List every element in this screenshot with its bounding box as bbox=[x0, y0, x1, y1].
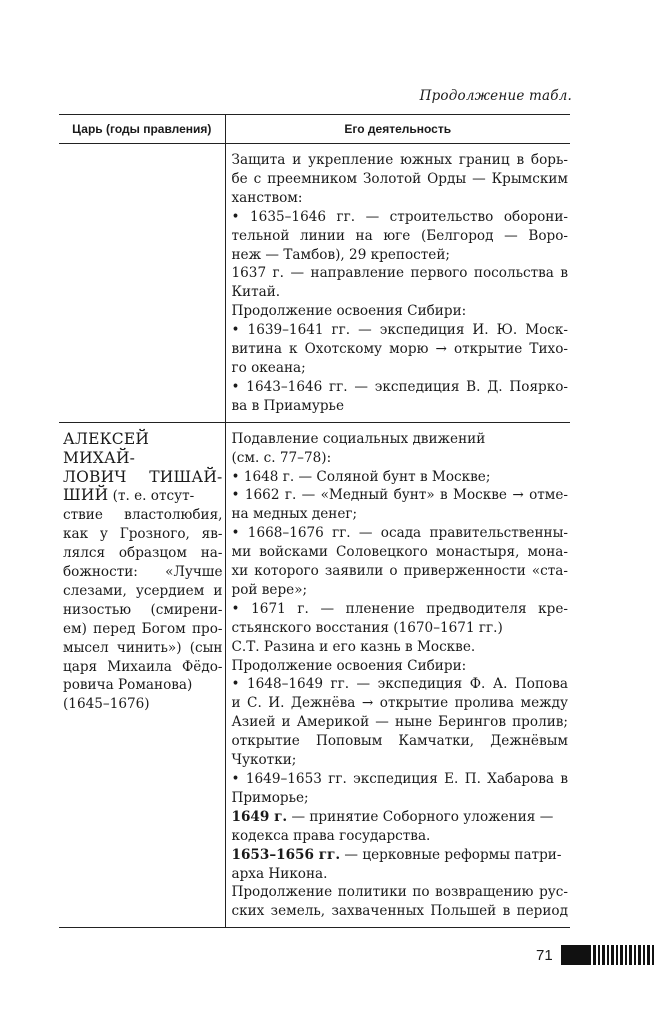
text-line: • 1643–1646 гг. — экспедиция В. Д. Поярко- bbox=[231, 378, 568, 395]
text-line: тельной линии на юге (Белгород — Воро- bbox=[231, 227, 568, 244]
decorative-barcode-strip bbox=[561, 945, 656, 965]
text-line: ми войсками Соловецкого монастыря, мона- bbox=[231, 544, 568, 561]
table-row bbox=[59, 422, 570, 928]
ruler-note: мысел чинить») (сын bbox=[63, 639, 223, 656]
text-line: ханством: bbox=[231, 189, 303, 206]
text-line: • 1635–1646 гг. — строительство оборони- bbox=[231, 208, 568, 225]
ruler-note: слезами, усердием и bbox=[63, 582, 223, 599]
text-line: • 1649–1653 гг. экспедиция Е. П. Хабарова в bbox=[231, 771, 568, 787]
ruler-reign-years: (1645–1676) bbox=[63, 696, 150, 713]
text-line: (см. с. 77–78): bbox=[231, 449, 332, 466]
text-line: стьянского восстания (1670–1671 гг.) bbox=[231, 619, 503, 636]
text-line: го океана; bbox=[231, 359, 306, 376]
ruler-note: ствие властолюбия, bbox=[63, 507, 223, 524]
text-line: Продолжение политики по возвращению рус- bbox=[231, 884, 568, 901]
text-line: открытие Поповым Камчатки, Дежнёвым bbox=[231, 733, 568, 750]
text-line: • 1648 г. — Соляной бунт в Москве; bbox=[231, 468, 491, 485]
text-line: • 1648–1649 гг. — экспедиция Ф. А. Попова bbox=[231, 676, 568, 693]
text-line: Защита и укрепление южных границ в борь- bbox=[231, 152, 568, 168]
text-line: неж — Тамбов), 29 крепостей; bbox=[231, 246, 450, 263]
text-line: витина к Охотскому морю → открытие Тихо- bbox=[231, 341, 568, 358]
table-row bbox=[59, 144, 570, 423]
text-line: хи которого заявили о приверженности «ста- bbox=[231, 563, 568, 580]
ruler-note: лялся образцом на- bbox=[63, 545, 223, 562]
text-line: ва в Приамурье bbox=[231, 397, 344, 414]
ruler-note: (т. е. отсут- bbox=[108, 488, 195, 505]
bold-date: 1653–1656 гг. bbox=[231, 846, 341, 863]
text-line: Продолжение освоения Сибири: bbox=[231, 657, 467, 674]
text-line: Подавление социальных движений bbox=[231, 430, 486, 447]
ruler-note: ем) перед Богом про- bbox=[63, 620, 223, 637]
text-line: на медных денег; bbox=[231, 506, 358, 523]
ruler-name-line: ШИЙ bbox=[63, 486, 109, 505]
text-line: рой вере»; bbox=[231, 581, 308, 598]
text-line: и С. И. Дежнёва → открытие пролива между bbox=[231, 695, 568, 712]
row2-activity-cell bbox=[225, 422, 570, 928]
text-line: бе с преемником Золотой Орды — Крымским bbox=[231, 170, 568, 187]
ruler-note: как у Грозного, яв- bbox=[63, 526, 223, 543]
text-line: С.Т. Разина и его казнь в Москве. bbox=[231, 638, 476, 655]
ruler-name-line: ЛОВИЧ ТИШАЙ- bbox=[63, 467, 223, 486]
row2-ruler-cell bbox=[59, 422, 225, 928]
text-line: арха Никона. bbox=[231, 865, 328, 882]
text-line: Китай. bbox=[231, 284, 281, 301]
text-fragment: — церковные реформы патри- bbox=[340, 846, 562, 863]
text-line: • 1671 г. — пленение предводителя кре- bbox=[231, 600, 568, 617]
text-line: ских земель, захваченных Польшей в период bbox=[231, 903, 568, 920]
text-line: Азией и Америкой — ныне Берингов пролив; bbox=[231, 714, 568, 731]
text-line: Чукотки; bbox=[231, 752, 297, 769]
ruler-name-line: АЛЕКСЕЙ МИХАЙ- bbox=[63, 429, 150, 467]
text-line: • 1639–1641 гг. — экспедиция И. Ю. Моск- bbox=[231, 322, 568, 339]
bold-date: 1649 г. bbox=[231, 808, 288, 825]
row1-activity-cell bbox=[225, 144, 570, 423]
ruler-note: низостью (смирени- bbox=[63, 601, 223, 618]
text-line: Приморье; bbox=[231, 789, 309, 806]
text-line: кодекса права государства. bbox=[231, 827, 431, 844]
text-line: 1637 г. — направление первого посольства в bbox=[231, 265, 568, 282]
ruler-note: царя Михаила Фёдо- bbox=[63, 658, 223, 675]
header-tsar: Царь (годы правления) bbox=[59, 115, 225, 144]
rulers-table bbox=[59, 114, 570, 928]
row1-ruler-cell bbox=[59, 144, 225, 423]
table-header-row bbox=[59, 115, 570, 144]
ruler-note: ровича Романова) bbox=[63, 677, 193, 694]
text-fragment: — принятие Соборного уложения — bbox=[287, 808, 554, 825]
text-line: • 1668–1676 гг. — осада правительственны- bbox=[231, 525, 568, 542]
page-footer bbox=[536, 943, 656, 967]
table-continuation-caption: Продолжение табл. bbox=[419, 88, 572, 104]
page-number: 71 bbox=[536, 946, 553, 964]
text-line: Продолжение освоения Сибири: bbox=[231, 303, 467, 320]
ruler-note: божности: «Лучше bbox=[63, 564, 223, 581]
header-activity: Его деятельность bbox=[225, 115, 570, 144]
text-line: • 1662 г. — «Медный бунт» в Москве → отме- bbox=[231, 487, 568, 504]
